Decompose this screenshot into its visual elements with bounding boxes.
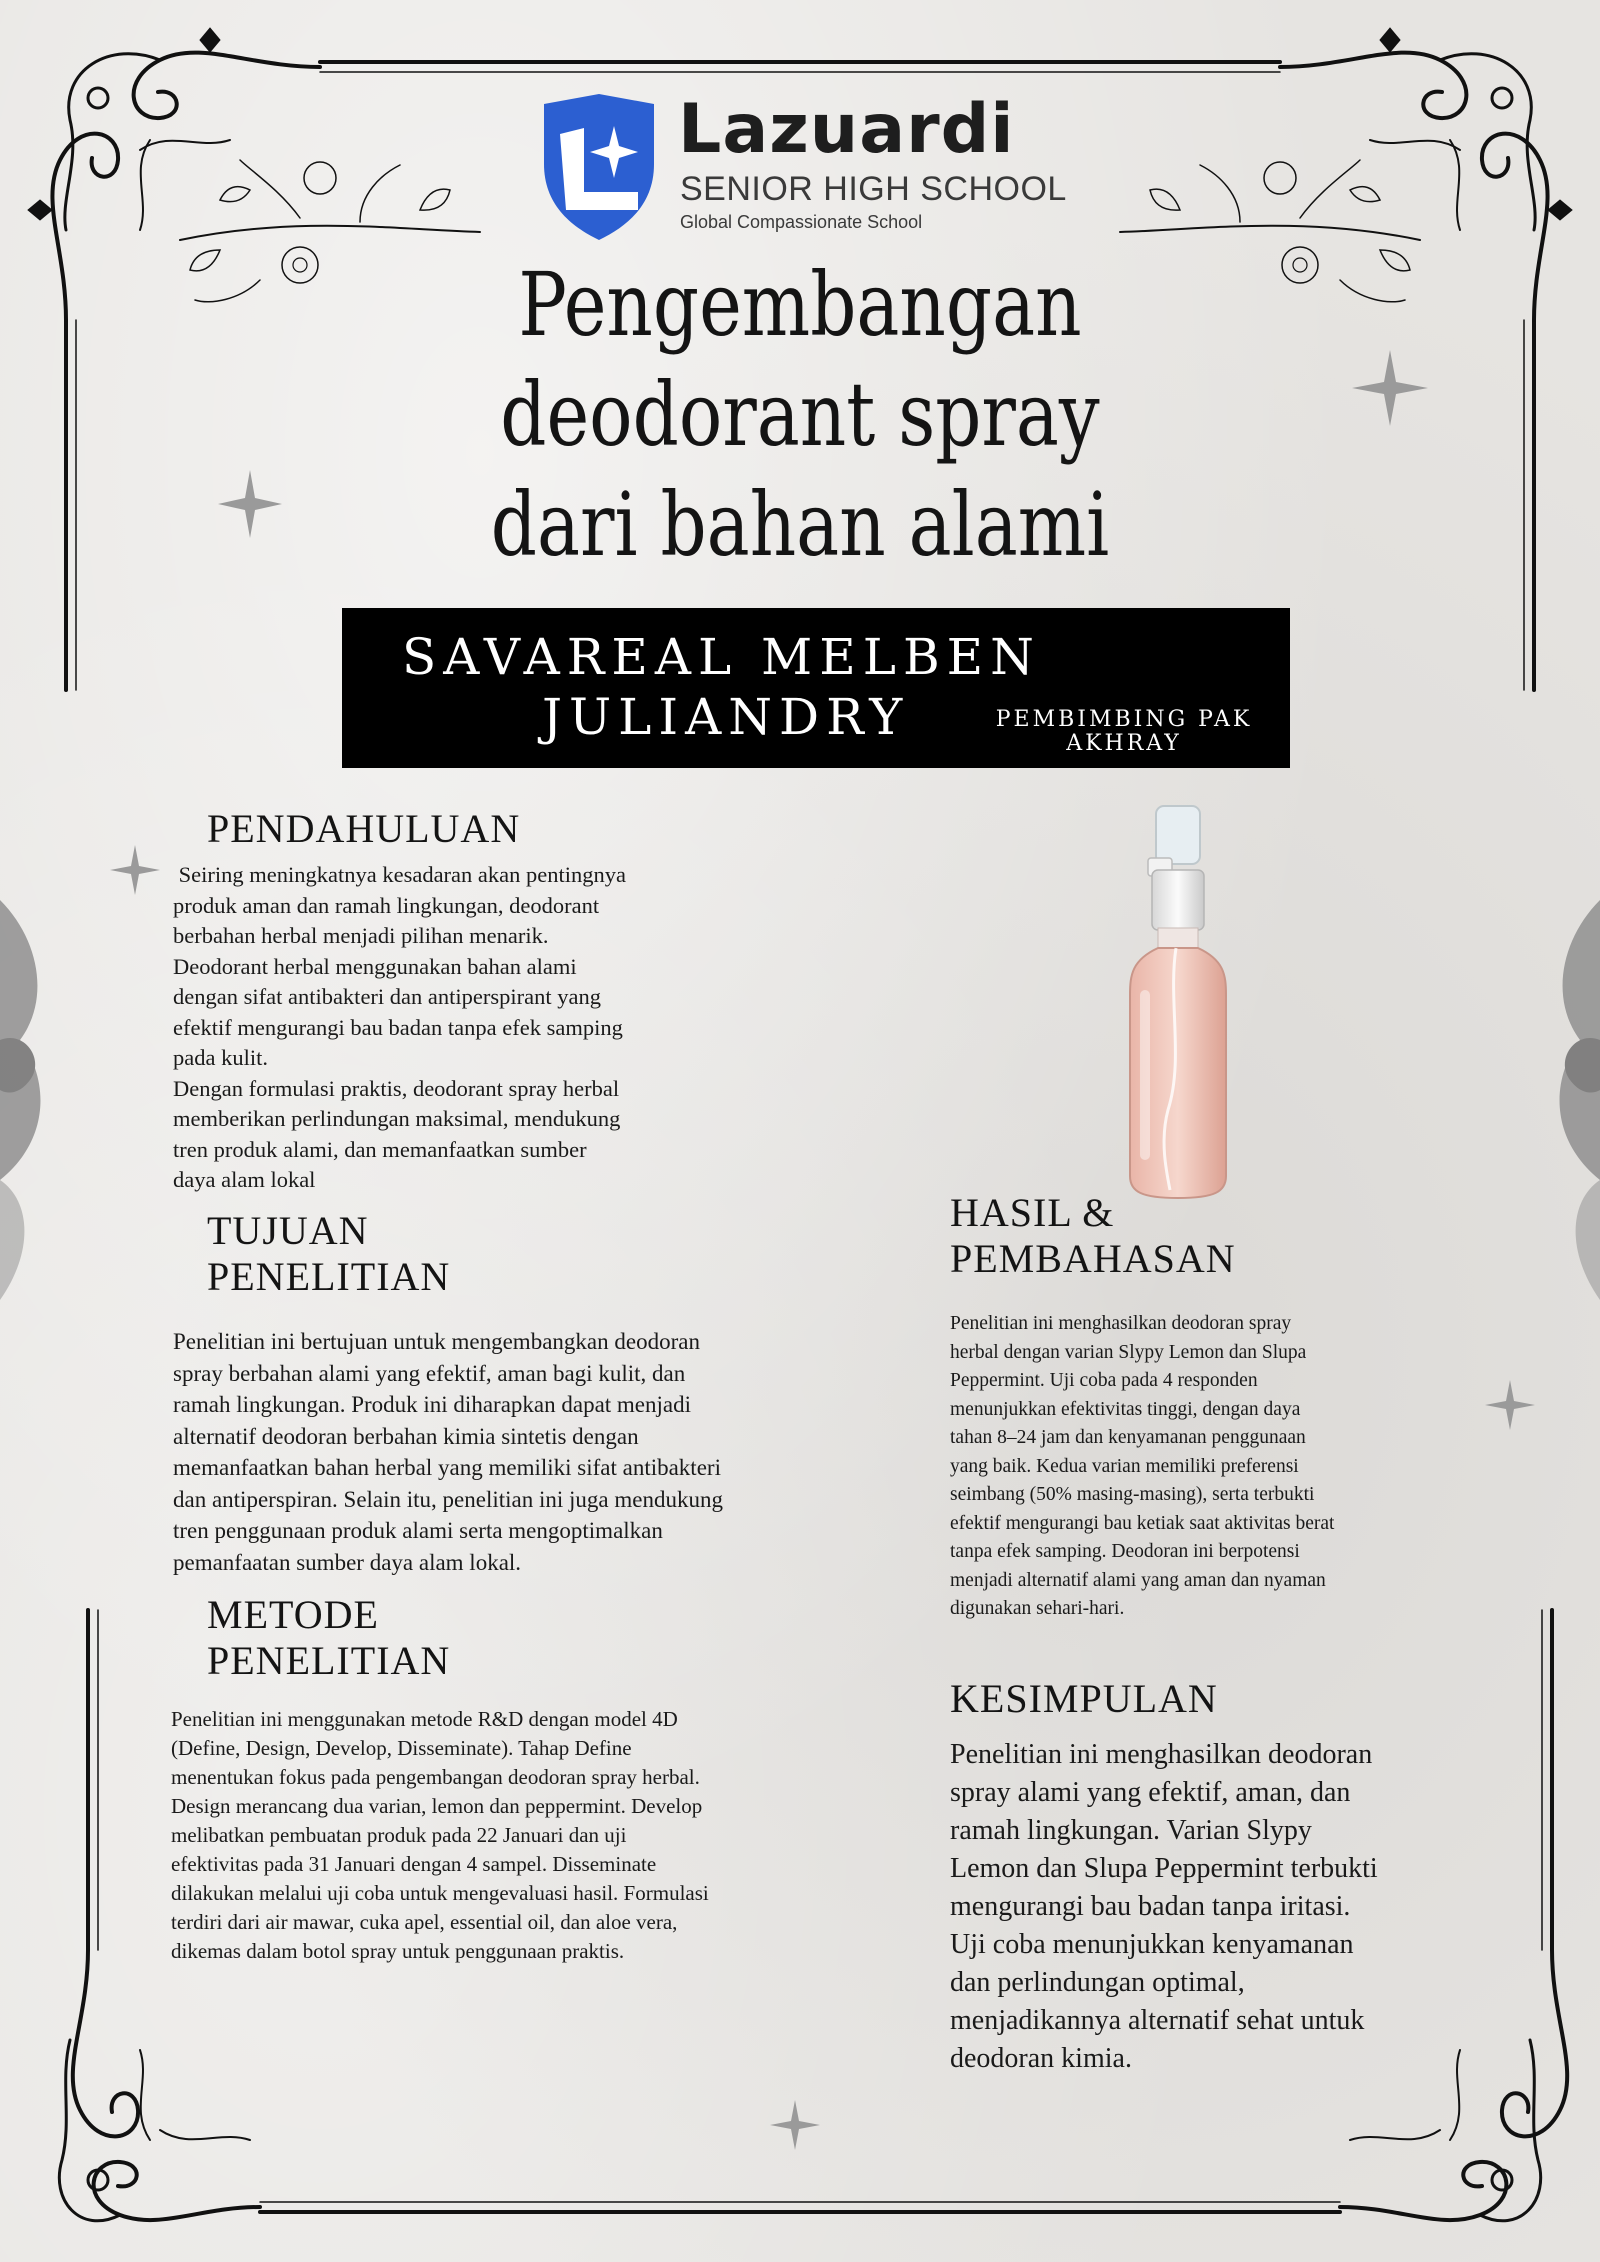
section-heading-pendahuluan: PENDAHULUAN: [207, 806, 521, 851]
section-heading-hasil: [950, 1190, 1236, 1282]
title-line: Pengembangan: [518, 253, 1082, 356]
section-body-kesimpulan: [950, 1736, 1510, 2078]
body-line: produk aman dan ramah lingkungan, deodorant: [173, 892, 600, 918]
body-line: dilakukan melalui uji coba untuk mengevaluasi hasil. Formulasi: [171, 1881, 709, 1905]
body-line: (Define, Design, Develop, Disseminate). Tahap Define: [171, 1736, 632, 1760]
body-line: mengurangi bau badan tanpa iritasi.: [950, 1891, 1351, 1922]
body-line: ramah lingkungan. Varian Slypy: [950, 1815, 1312, 1846]
section-body-metode: [171, 1705, 901, 1966]
school-logo: [538, 92, 1098, 242]
body-line: efektivitas pada 31 Januari dengan 4 sampel. Disseminate: [171, 1852, 657, 1876]
body-line: Deodorant herbal menggunakan bahan alami: [173, 953, 577, 979]
advisor-label: [974, 708, 1274, 756]
section-heading-metode: [207, 1592, 450, 1684]
body-line: deodoran kimia.: [950, 2043, 1132, 2074]
body-line: berbahan herbal menjadi pilihan menarik.: [173, 923, 549, 948]
body-line: alternatif deodoran berbahan kimia sintetis dengan: [173, 1423, 639, 1449]
body-line: tahan 8–24 jam dan kenyamanan penggunaan: [950, 1427, 1306, 1448]
body-line: seimbang (50% masing-masing), serta terbukti: [950, 1484, 1315, 1505]
body-line: herbal dengan varian Slypy Lemon dan Slupa: [950, 1341, 1307, 1363]
section-body-tujuan: [173, 1326, 893, 1578]
spray-bottle-image: [1118, 800, 1238, 1200]
body-line: Seiring meningkatnya kesadaran akan pentingnya: [173, 862, 626, 887]
body-line: melibatkan pembuatan produk pada 22 Januari dan uji: [171, 1823, 627, 1847]
author-banner: [342, 608, 1290, 768]
author-name-line: SAVAREAL MELBEN: [402, 628, 1041, 686]
body-line: Penelitian ini menghasilkan deodoran spray: [950, 1313, 1292, 1334]
body-line: memanfaatkan bahan herbal yang memiliki sifat antibakteri: [173, 1455, 721, 1480]
body-line: pada kulit.: [173, 1045, 268, 1070]
body-line: dan perlindungan optimal,: [950, 1967, 1245, 1998]
section-body-pendahuluan: [173, 860, 763, 1196]
body-line: spray alami yang efektif, aman, dan: [950, 1777, 1351, 1808]
body-line: menunjukkan efektivitas tinggi, dengan daya: [950, 1398, 1301, 1420]
advisor-line: PEMBIMBING PAK: [995, 707, 1253, 732]
heading-line: METODE: [207, 1592, 379, 1637]
logo-subtitle: SENIOR HIGH SCHOOL: [680, 170, 1067, 208]
body-line: yang baik. Kedua varian memiliki preferensi: [950, 1455, 1299, 1477]
body-line: efektif mengurangi bau ketiak saat aktivitas berat: [950, 1512, 1335, 1534]
body-line: Penelitian ini bertujuan untuk mengembangkan deodoran: [173, 1329, 700, 1354]
body-line: pemanfaatan sumber daya alam lokal.: [173, 1549, 522, 1575]
body-line: Peppermint. Uji coba pada 4 responden: [950, 1370, 1258, 1391]
body-line: dikemas dalam botol spray untuk penggunaan praktis.: [171, 1939, 625, 1963]
body-line: digunakan sehari-hari.: [950, 1598, 1125, 1619]
body-line: spray berbahan alami yang efektif, aman bagi kulit, dan: [173, 1360, 686, 1386]
advisor-line: AKHRAY: [1066, 731, 1182, 756]
body-line: Design merancang dua varian, lemon dan peppermint. Develop: [171, 1794, 703, 1818]
body-line: dan antiperspiran. Selain itu, penelitian ini juga mendukung: [173, 1486, 723, 1512]
logo-name: Lazuardi: [678, 90, 1015, 169]
heading-line: PEMBAHASAN: [950, 1236, 1236, 1281]
body-line: tren produk alami, dan memanfaatkan sumber: [173, 1136, 587, 1162]
body-line: daya alam lokal: [173, 1167, 316, 1192]
heading-line: PENELITIAN: [207, 1638, 451, 1683]
body-line: memberikan perlindungan maksimal, mendukung: [173, 1106, 621, 1131]
body-line: menentukan fokus pada pengembangan deodoran spray herbal.: [171, 1765, 700, 1789]
body-line: tren penggunaan produk alami serta mengoptimalkan: [173, 1518, 663, 1543]
shield-icon: [538, 94, 660, 240]
title-line: deodorant spray: [500, 363, 1100, 466]
section-heading-kesimpulan: KESIMPULAN: [950, 1676, 1218, 1721]
heading-line: HASIL &: [950, 1190, 1115, 1235]
poster-title: [390, 250, 1210, 580]
title-line: dari bahan alami: [490, 473, 1110, 576]
body-line: menjadikannya alternatif sehat untuk: [950, 2005, 1365, 2036]
body-line: Uji coba menunjukkan kenyamanan: [950, 1929, 1354, 1960]
body-line: tanpa efek samping. Deodoran ini berpotensi: [950, 1541, 1300, 1562]
body-line: efektif mengurangi bau badan tanpa efek samping: [173, 1014, 623, 1040]
body-line: terdiri dari air mawar, cuka apel, essential oil, dan aloe vera,: [171, 1910, 678, 1934]
author-name-line: JULIANDRY: [542, 688, 910, 746]
section-body-hasil: [950, 1310, 1510, 1624]
heading-line: PENELITIAN: [207, 1254, 451, 1299]
section-heading-tujuan: [207, 1208, 450, 1300]
body-line: Penelitian ini menggunakan metode R&D dengan model 4D: [171, 1707, 678, 1731]
body-line: menjadi alternatif alami yang aman dan nyaman: [950, 1569, 1326, 1591]
body-line: dengan sifat antibakteri dan antiperspirant yang: [173, 984, 601, 1009]
body-line: Dengan formulasi praktis, deodorant spray herbal: [173, 1075, 620, 1101]
heading-line: TUJUAN: [207, 1208, 369, 1253]
body-line: Penelitian ini menghasilkan deodoran: [950, 1739, 1373, 1770]
body-line: ramah lingkungan. Produk ini diharapkan dapat menjadi: [173, 1392, 692, 1417]
logo-tagline: Global Compassionate School: [680, 212, 923, 232]
body-line: Lemon dan Slupa Peppermint terbukti: [950, 1853, 1378, 1884]
